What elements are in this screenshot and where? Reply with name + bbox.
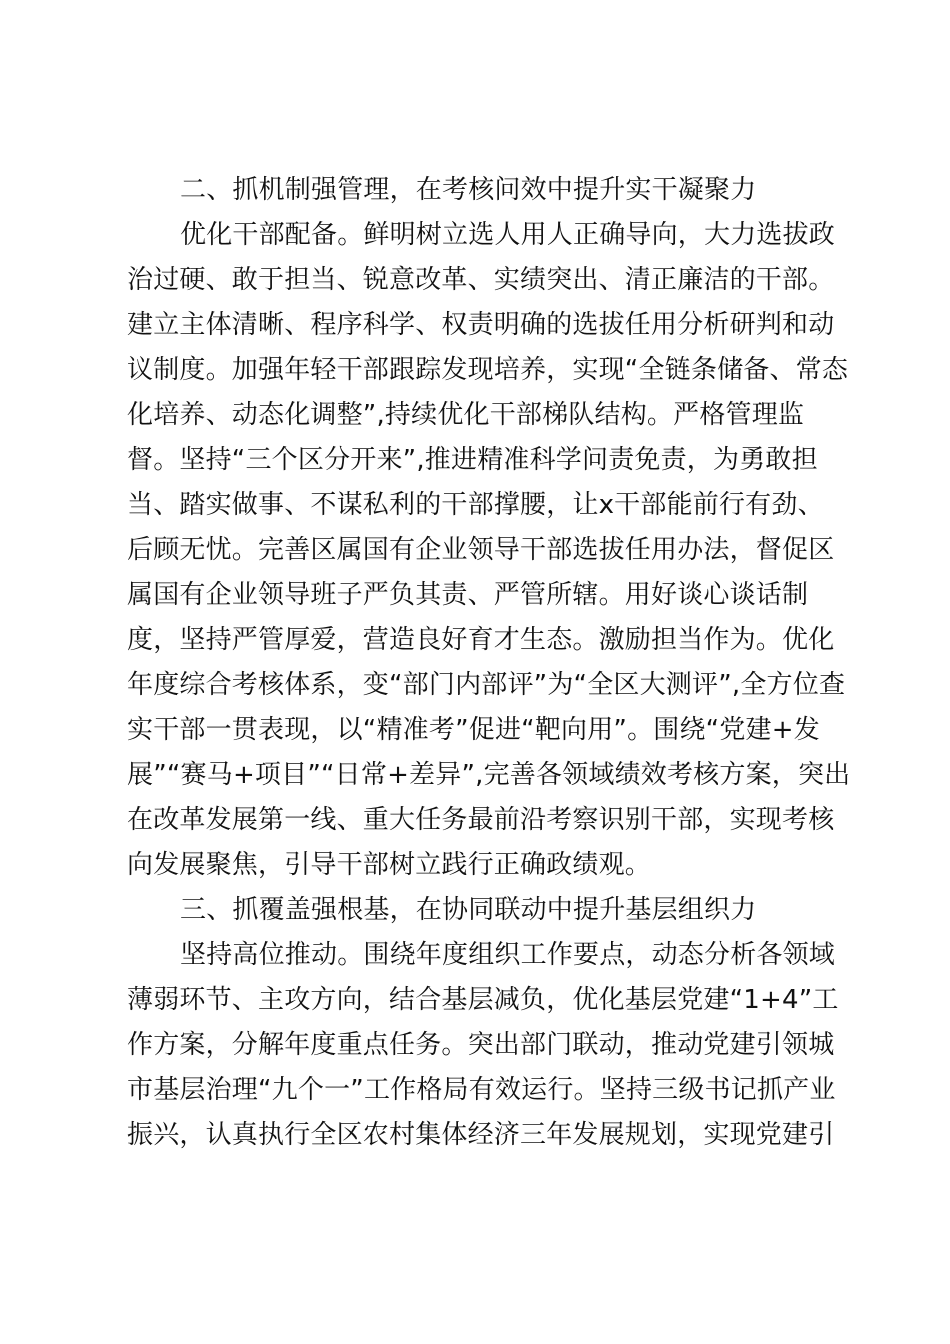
paragraph-line: 度，坚持严管厚爱，营造良好育才生态。激励担当作为。优化 xyxy=(127,625,835,655)
paragraph-line: 展”“赛马+项目”“日常+差异”,完善各领域绩效考核方案，突出 xyxy=(127,760,851,790)
paragraph-line: 当、踏实做事、不谋私利的干部撑腰，让x干部能前行有劲、 xyxy=(127,490,824,520)
paragraph-line: 督。坚持“三个区分开来”,推进精准科学问责免责，为勇敢担 xyxy=(127,445,818,475)
paragraph-line: 市基层治理“九个一”工作格局有效运行。坚持三级书记抓产业 xyxy=(127,1075,836,1105)
paragraph-line: 实干部一贯表现，以“精准考”促进“靶向用”。围绕“党建+发 xyxy=(127,715,820,745)
paragraph-line: 向发展聚焦，引导干部树立践行正确政绩观。 xyxy=(127,850,652,880)
paragraph-line: 后顾无忧。完善区属国有企业领导干部选拔任用办法，督促区 xyxy=(127,535,835,565)
paragraph-line: 在改革发展第一线、重大任务最前沿考察识别干部，实现考核 xyxy=(127,805,835,835)
paragraph-line: 优化干部配备。鲜明树立选人用人正确导向，大力选拔政 xyxy=(180,220,836,250)
section-heading-3: 三、抓覆盖强根基，在协同联动中提升基层组织力 xyxy=(180,895,757,925)
paragraph-line: 治过硬、敢于担当、锐意改革、实绩突出、清正廉洁的干部。 xyxy=(127,265,835,295)
paragraph-line: 薄弱环节、主攻方向，结合基层减负，优化基层党建“1+4”工 xyxy=(127,985,839,1015)
paragraph-line: 属国有企业领导班子严负其责、严管所辖。用好谈心谈话制 xyxy=(127,580,809,610)
paragraph-line: 作方案，分解年度重点任务。突出部门联动，推动党建引领城 xyxy=(127,1030,835,1060)
paragraph-line: 年度综合考核体系，变“部门内部评”为“全区大测评”,全方位查 xyxy=(127,670,846,700)
paragraph-line: 化培养、动态化调整”,持续优化干部梯队结构。严格管理监 xyxy=(127,400,805,430)
paragraph-line: 建立主体清晰、程序科学、权责明确的选拔任用分析研判和动 xyxy=(127,310,835,340)
paragraph-line: 坚持高位推动。围绕年度组织工作要点，动态分析各领域 xyxy=(180,940,836,970)
paragraph-line: 议制度。加强年轻干部跟踪发现培养，实现“全链条储备、常态 xyxy=(127,355,849,385)
paragraph-line: 振兴，认真执行全区农村集体经济三年发展规划，实现党建引 xyxy=(127,1120,835,1150)
section-heading-2: 二、抓机制强管理，在考核问效中提升实干凝聚力 xyxy=(180,175,757,205)
